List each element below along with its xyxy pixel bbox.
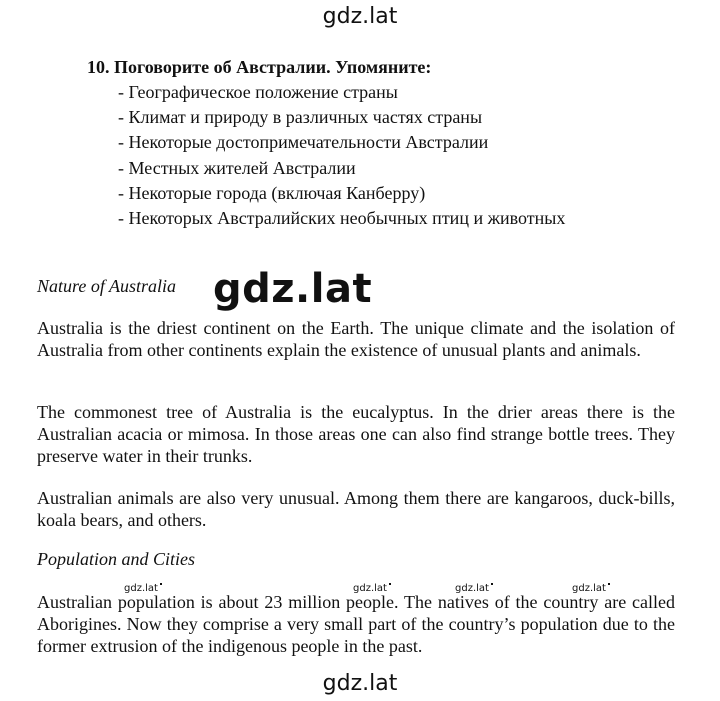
paragraph: Australian animals are also very unusual. Among them there are kangaroos, duck-bills, koala bears, and others.: [37, 488, 675, 530]
task-list: [118, 80, 565, 231]
watermark-top: gdz.lat: [322, 4, 398, 29]
watermark-bottom: gdz.lat: [322, 671, 398, 696]
paragraph: Australia is the driest continent on the Earth. The unique climate and the isolation of Australia from other continents explain the existence of unusual plants and animals.: [37, 318, 675, 360]
task-item: - Географическое положение страны: [118, 82, 398, 102]
task-item: - Некоторые достопримечательности Австралии: [118, 132, 489, 153]
watermark-small: gdz.lat: [572, 583, 610, 594]
watermark-large: gdz.lat: [213, 266, 373, 312]
section-heading-population: Population and Cities: [37, 549, 196, 569]
section-heading-nature: Nature of Australia: [37, 276, 177, 296]
task-item: - Некоторые города (включая Канберру): [118, 182, 426, 203]
task-item: - Местных жителей Австралии: [118, 157, 356, 178]
watermark-small: gdz.lat: [353, 583, 391, 594]
watermark-small: gdz.lat: [124, 583, 162, 594]
paragraph: The commonest tree of Australia is the eucalyptus. In the drier areas there is the Australian acacia or mimosa. In those areas one can also find strange bottle trees. They preserve water in their trunks.: [37, 402, 675, 466]
watermark-small: gdz.lat: [455, 583, 493, 594]
task-item: - Климат и природу в различных частях страны: [118, 107, 483, 128]
task-item: - Некоторых Австралийских необычных птиц и животных: [118, 208, 566, 229]
paragraph: Australian population is about 23 million people. The natives of the country are called Aborigines. Now they comprise a very small part of the country’s population due to the former extrusion of the indigenous people in the past.: [37, 592, 675, 656]
task-title: 10. Поговорите об Австралии. Упомяните:: [87, 57, 432, 77]
